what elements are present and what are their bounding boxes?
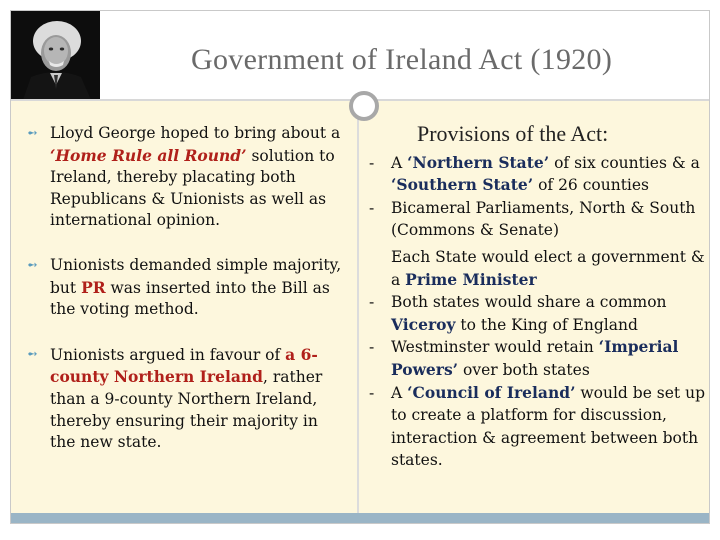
provision-item: - Westminster would retain ‘Imperial Powers’ over both states xyxy=(369,337,679,379)
arrow-bullet-icon: ➻ xyxy=(27,257,38,273)
content-area xyxy=(11,101,709,513)
left-column xyxy=(25,123,345,477)
arrow-bullet-icon: ➻ xyxy=(27,126,38,141)
bullet-text: Lloyd George hoped to bring about a ‘Home Rule all Round’ solution to Ireland, thereby placating both Republicans & Unionists as well as international opinion. xyxy=(50,124,341,230)
slide-header xyxy=(11,11,709,99)
bullet-item xyxy=(25,255,345,321)
bullet-item xyxy=(25,344,345,454)
column-divider xyxy=(357,101,359,513)
footer-bar xyxy=(11,513,709,523)
provision-item: - A ‘Council of Ireland’ would be set up to create a platform for discussion, interaction & agreement between both states. xyxy=(369,382,705,470)
provision-item: Each State would elect a government & a Prime Minister xyxy=(391,247,705,289)
provision-item: - Both states would share a common Viceroy to the King of England xyxy=(369,293,667,334)
slide xyxy=(10,10,710,524)
bullet-text: Unionists demanded simple majority, but PR was inserted into the Bill as the voting method. xyxy=(50,255,342,319)
arrow-bullet-icon: ➻ xyxy=(27,346,38,362)
right-column xyxy=(369,123,705,472)
bullet-item xyxy=(25,123,345,232)
provision-item: - A ‘Northern State’ of six counties & a ‘Southern State’ of 26 counties xyxy=(369,152,700,195)
slide-title: Government of Ireland Act (1920) xyxy=(191,43,613,76)
decorative-circle xyxy=(349,91,379,121)
provision-item: - Bicameral Parliaments, North & South (Commons & Senate) xyxy=(369,198,696,240)
bullet-text: Unionists argued in favour of a 6-county Northern Ireland, rather than a 9-county Northern Ireland, thereby ensuring their majority in the new state. xyxy=(50,344,323,452)
portrait-image xyxy=(11,11,100,100)
provisions-heading: Provisions of the Act: xyxy=(417,121,609,146)
